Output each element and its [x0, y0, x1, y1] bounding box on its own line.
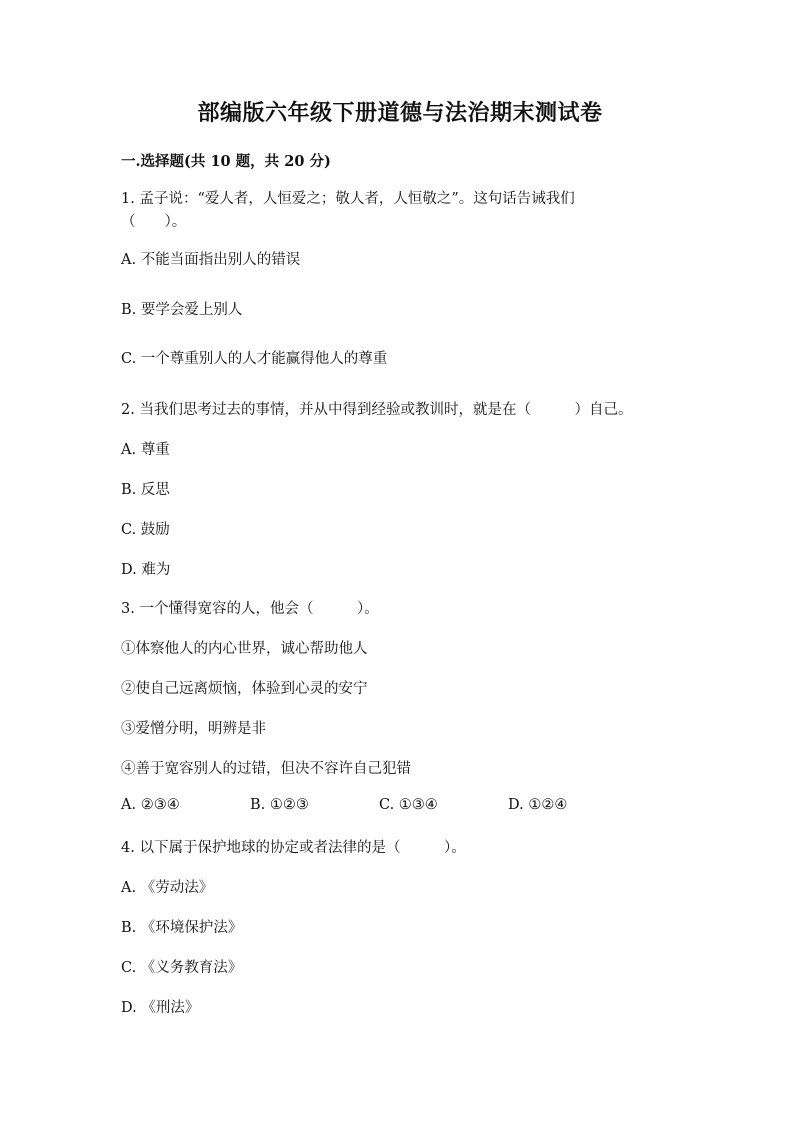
- q3-options-row: [121, 797, 621, 819]
- q4-option-c: C. 《义务教育法》: [121, 960, 243, 976]
- section-heading: 一.选择题(共 10 题，共 20 分): [121, 153, 331, 170]
- q3-statement-3: ③爱憎分明，明辨是非: [121, 721, 266, 737]
- q2-option-b: B. 反思: [121, 482, 170, 498]
- q3-option-d: D. ①②④: [508, 797, 568, 813]
- q1-stem-line2: （ ）。: [121, 214, 187, 230]
- q3-statement-4: ④善于宽容别人的过错，但决不容许自己犯错: [121, 761, 411, 777]
- q1-option-a: A. 不能当面指出别人的错误: [121, 252, 301, 268]
- q2-option-a: A. 尊重: [121, 442, 170, 458]
- q4-option-d: D. 《刑法》: [121, 1000, 200, 1016]
- q3-statement-1: ①体察他人的内心世界，诚心帮助他人: [121, 641, 368, 657]
- q4-stem: 4. 以下属于保护地球的协定或者法律的是（ ）。: [121, 840, 466, 856]
- q4-option-a: A. 《劳动法》: [121, 880, 214, 896]
- q3-option-c: C. ①③④: [379, 797, 438, 813]
- q1-option-b: B. 要学会爱上别人: [121, 302, 243, 318]
- q4-option-b: B. 《环境保护法》: [121, 920, 243, 936]
- q2-stem: 2. 当我们思考过去的事情，并从中得到经验或教训时，就是在（ ）自己。: [121, 402, 633, 418]
- q3-option-a: A. ②③④: [121, 797, 180, 813]
- q3-statement-2: ②使自己远离烦恼，体验到心灵的安宁: [121, 681, 368, 697]
- q1-stem-line1: 1. 孟子说：“爱人者，人恒爱之；敬人者，人恒敬之”。这句话告诫我们: [121, 191, 575, 207]
- q2-option-c: C. 鼓励: [121, 522, 170, 538]
- q3-stem: 3. 一个懂得宽容的人，他会（ ）。: [121, 601, 379, 617]
- page-title: 部编版六年级下册道德与法治期末测试卷: [197, 100, 603, 126]
- q1-option-c: C. 一个尊重别人的人才能赢得他人的尊重: [121, 351, 388, 367]
- q3-option-b: B. ①②③: [250, 797, 309, 813]
- q2-option-d: D. 难为: [121, 562, 171, 578]
